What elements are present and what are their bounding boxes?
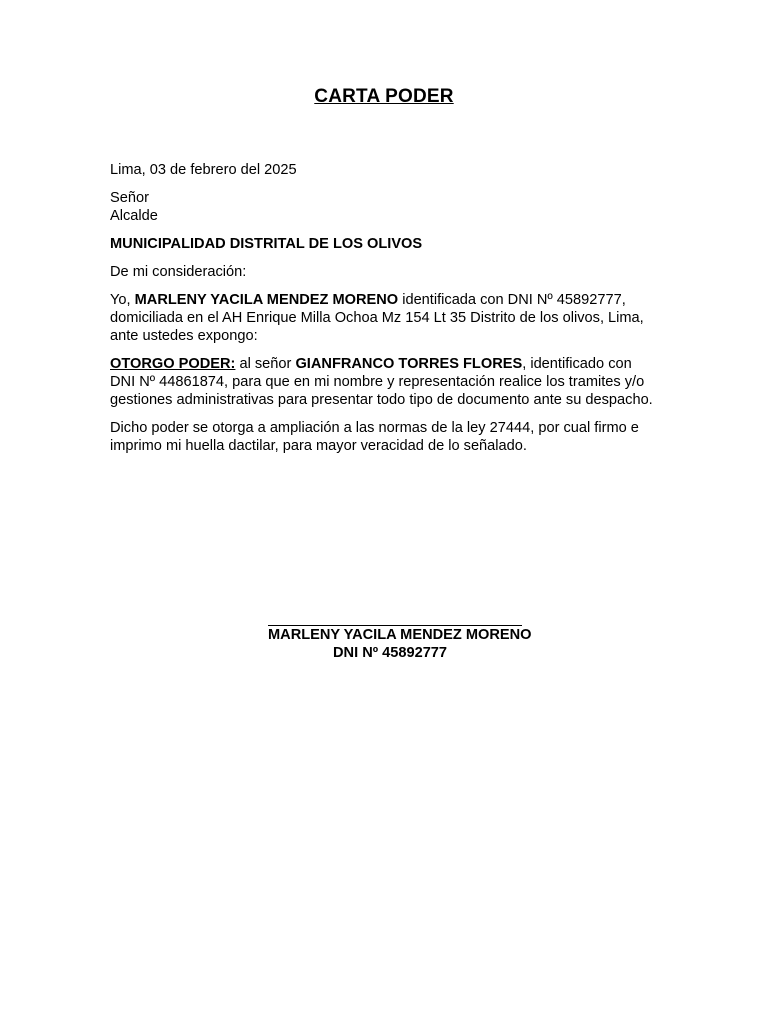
recipient-title: Señor [110,190,149,206]
recipient-block [110,189,660,225]
greeting: De mi consideración: [110,264,247,280]
signature-line [268,605,522,626]
signature-dni: DNI Nº 45892777 [333,645,448,661]
grant-middle: al señor [235,356,296,372]
recipient-role: Alcalde [110,208,158,224]
signature-name: MARLENY YACILA MENDEZ MORENO [268,627,532,643]
attorney-name: GIANFRANCO TORRES FLORES [295,356,523,372]
entity-name: MUNICIPALIDAD DISTRITAL DE LOS OLIVOS [110,236,423,252]
paragraph-legal: Dicho poder se otorga a ampliación a las normas de la ley 27444, por cual firmo e imprimo mi huella dactilar, para mayor veracidad de lo señalado. [110,420,639,454]
document-title: CARTA PODER [314,86,454,107]
paragraph-declarant [110,291,660,345]
declarant-prefix: Yo, [110,292,135,308]
grant-details: , identificado con DNI Nº 44861874, para que en mi nombre y representación realice los tramites y/o gestiones administrativas para presentar todo tipo de documento ante su despacho. [110,356,653,408]
declarant-name: MARLENY YACILA MENDEZ MORENO [134,292,399,308]
grant-label: OTORGO PODER: [110,356,236,372]
document-body [110,161,660,455]
declarant-details: identificada con DNI Nº 45892777, domiciliada en el AH Enrique Milla Ochoa Mz 154 Lt 35 Distrito de los olivos, Lima, ante ustedes expongo: [110,292,644,344]
date-line: Lima, 03 de febrero del 2025 [110,162,297,178]
paragraph-grant [110,355,660,409]
